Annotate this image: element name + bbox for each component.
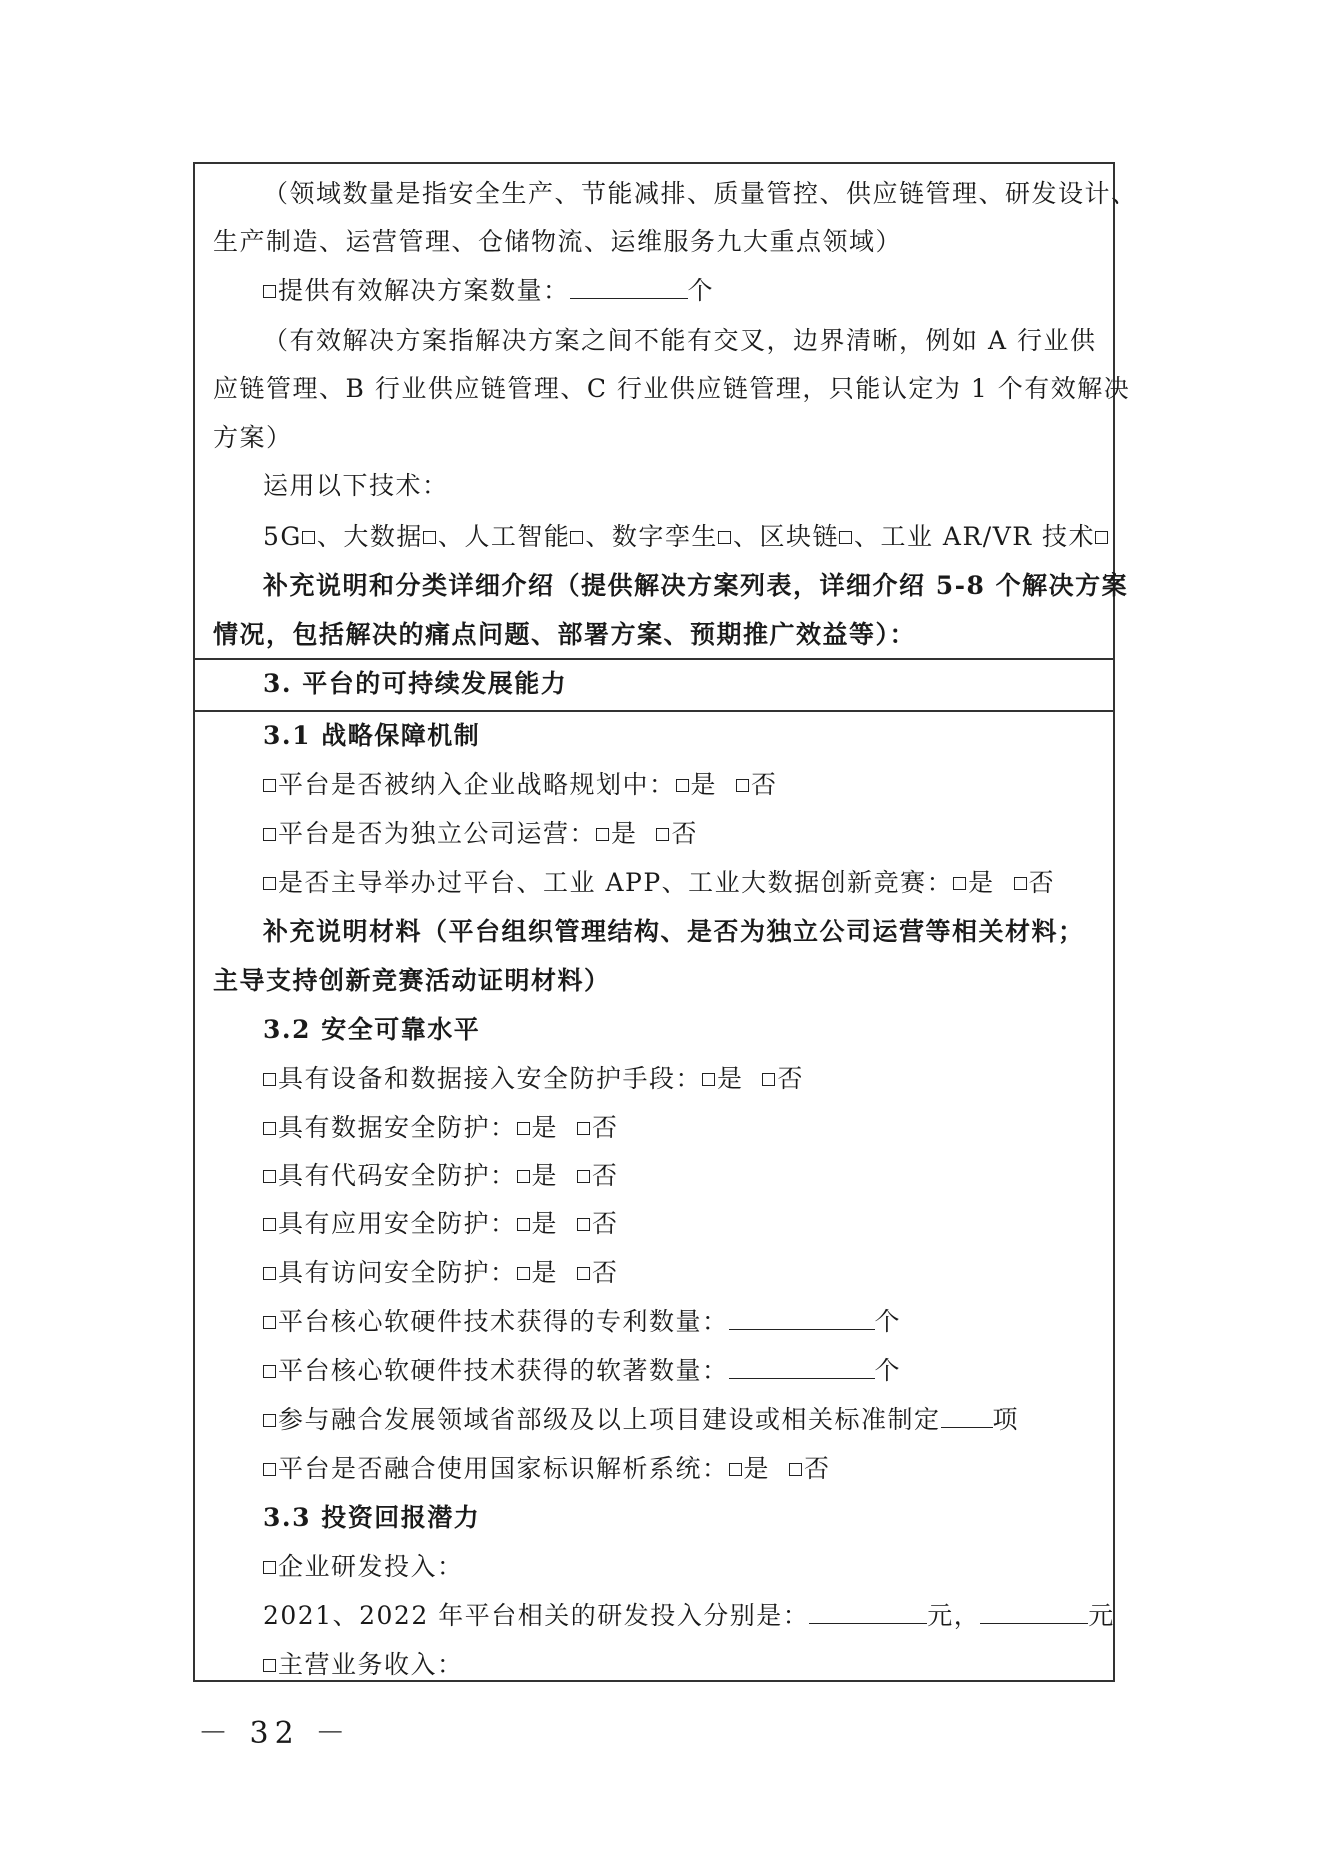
checkbox-yes[interactable] (517, 1170, 530, 1183)
tech-heading: 运用以下技术： (263, 471, 449, 500)
checkbox-ai[interactable] (570, 531, 583, 544)
solution-count-row: 提供有效解决方案数量： 个 (263, 276, 714, 306)
supplement-line2: 情况，包括解决的痛点问题、部署方案、预期推广效益等）： (213, 620, 917, 649)
checkbox-yes[interactable] (676, 779, 689, 792)
checkbox[interactable] (263, 1218, 276, 1231)
software-copyright-blank[interactable] (729, 1356, 875, 1379)
solution-note-line3: 方案） (213, 423, 293, 452)
checkbox-yes[interactable] (729, 1463, 742, 1476)
checkbox-no[interactable] (577, 1122, 590, 1135)
section-3-title: 3. 平台的可持续发展能力 (263, 669, 568, 698)
strategy-question-3: 是否主导举办过平台、工业 APP、工业大数据创新竞赛： 是 否 (263, 868, 1055, 898)
checkbox[interactable] (263, 779, 276, 792)
security-question-3: 具有代码安全防护： 是 否 (263, 1161, 618, 1191)
checkbox[interactable] (263, 1659, 276, 1672)
row-divider (195, 710, 1113, 712)
checkbox[interactable] (263, 1414, 276, 1427)
supplement-line1: 补充说明和分类详细介绍（提供解决方案列表，详细介绍 5-8 个解决方案 (263, 571, 1129, 600)
security-question-4: 具有应用安全防护： 是 否 (263, 1209, 618, 1239)
checkbox[interactable] (263, 1267, 276, 1280)
strategy-question-2: 平台是否为独立公司运营： 是 否 (263, 819, 698, 849)
page-number: － 32 － (198, 1716, 352, 1751)
checkbox-no[interactable] (736, 779, 749, 792)
checkbox[interactable] (263, 1561, 276, 1574)
checkbox-yes[interactable] (953, 877, 966, 890)
checkbox[interactable] (263, 285, 276, 298)
strategy-question-1: 平台是否被纳入企业战略规划中： 是 否 (263, 770, 777, 800)
checkbox[interactable] (263, 1463, 276, 1476)
checkbox-5g[interactable] (302, 531, 315, 544)
software-copyright-row: 平台核心软硬件技术获得的软著数量： 个 (263, 1356, 901, 1386)
rd-2021-blank[interactable] (809, 1601, 927, 1624)
solution-note-line2: 应链管理、B 行业供应链管理、C 行业供应链管理，只能认定为 1 个有效解决 (213, 374, 1131, 403)
checkbox-no[interactable] (762, 1073, 775, 1086)
checkbox-yes[interactable] (702, 1073, 715, 1086)
checkbox-no[interactable] (656, 828, 669, 841)
checkbox-no[interactable] (1014, 877, 1027, 890)
main-revenue-row: 主营业务收入： (263, 1650, 464, 1680)
checkbox-arvr[interactable] (1095, 531, 1108, 544)
checkbox-yes[interactable] (517, 1218, 530, 1231)
section-3-2-title: 3.2 安全可靠水平 (263, 1015, 481, 1044)
solution-count-blank[interactable] (570, 276, 688, 299)
domain-note-line1: （领域数量是指安全生产、节能减排、质量管控、供应链管理、研发设计、 (263, 179, 1138, 208)
checkbox[interactable] (263, 1170, 276, 1183)
checkbox-digital-twin[interactable] (718, 531, 731, 544)
solution-note-line1: （有效解决方案指解决方案之间不能有交叉，边界清晰，例如 A 行业供 (263, 326, 1097, 355)
checkbox-yes[interactable] (517, 1122, 530, 1135)
patent-count-row: 平台核心软硬件技术获得的专利数量： 个 (263, 1307, 901, 1337)
row-divider (195, 658, 1113, 660)
section-3-1-title: 3.1 战略保障机制 (263, 721, 481, 750)
tech-options-row: 5G 、大数据 、人工智能 、数字孪生 、区块链 、工业 AR/VR 技术 (263, 522, 1110, 552)
domain-note-line2: 生产制造、运营管理、仓储物流、运维服务九大重点领域） (213, 227, 903, 256)
checkbox-bigdata[interactable] (423, 531, 436, 544)
project-count-blank[interactable] (941, 1405, 993, 1428)
identifier-system-row: 平台是否融合使用国家标识解析系统： 是 否 (263, 1454, 830, 1484)
checkbox-no[interactable] (577, 1267, 590, 1280)
supplement-materials-line1: 补充说明材料（平台组织管理结构、是否为独立公司运营等相关材料； (263, 917, 1085, 946)
rd-investment-row: 企业研发投入： (263, 1552, 464, 1582)
checkbox-no[interactable] (577, 1218, 590, 1231)
checkbox[interactable] (263, 877, 276, 890)
section-3-3-title: 3.3 投资回报潜力 (263, 1503, 481, 1532)
checkbox-yes[interactable] (517, 1267, 530, 1280)
checkbox[interactable] (263, 1365, 276, 1378)
rd-investment-amount-row: 2021、2022 年平台相关的研发投入分别是： 元， 元 (263, 1601, 1115, 1630)
checkbox[interactable] (263, 1073, 276, 1086)
checkbox[interactable] (263, 828, 276, 841)
project-count-row: 参与融合发展领域省部级及以上项目建设或相关标准制定 项 (263, 1405, 1019, 1435)
security-question-5: 具有访问安全防护： 是 否 (263, 1258, 618, 1288)
security-question-1: 具有设备和数据接入安全防护手段： 是 否 (263, 1064, 804, 1094)
rd-2022-blank[interactable] (980, 1601, 1088, 1624)
checkbox-no[interactable] (789, 1463, 802, 1476)
form-table (193, 162, 1138, 1682)
patent-count-blank[interactable] (729, 1307, 875, 1330)
checkbox-yes[interactable] (596, 828, 609, 841)
checkbox[interactable] (263, 1316, 276, 1329)
supplement-materials-line2: 主导支持创新竞赛活动证明材料） (213, 966, 611, 995)
security-question-2: 具有数据安全防护： 是 否 (263, 1113, 618, 1143)
checkbox-no[interactable] (577, 1170, 590, 1183)
checkbox-blockchain[interactable] (839, 531, 852, 544)
checkbox[interactable] (263, 1122, 276, 1135)
